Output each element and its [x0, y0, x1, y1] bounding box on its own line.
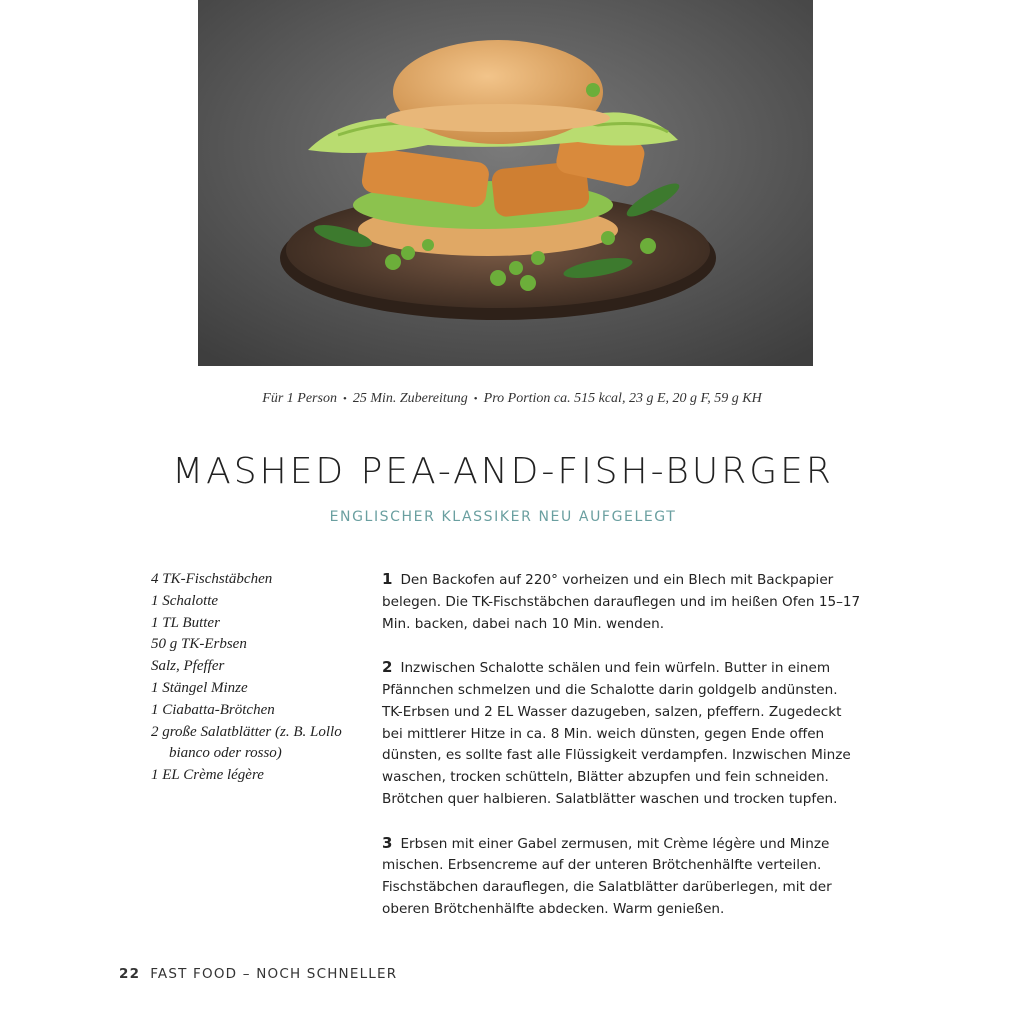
step-number: 3: [382, 833, 393, 852]
ingredient-item: 50 g TK-Erbsen: [151, 636, 247, 653]
meta-separator: •: [473, 393, 478, 405]
step-2: [382, 657, 862, 811]
nutrition: Pro Portion ca. 515 kcal, 23 g E, 20 g F, 59 g KH: [483, 391, 762, 406]
ingredient-item: 1 TL Butter: [151, 614, 220, 631]
recipe-photo: [198, 0, 813, 366]
step-text: Erbsen mit einer Gabel zermusen, mit Crème légère und Minze mischen. Erbsencreme auf der unteren Brötchenhälfte verteilen. Fischstäbchen darauflegen, die Salatblätter darüberlegen, mit der oberen Brötchenhälfte abdecken. Warm genießen.: [382, 835, 832, 917]
step-text: Den Backofen auf 220° vorheizen und ein Blech mit Backpapier belegen. Die TK-Fischstäbchen darauflegen und im heißen Ofen 15–17 Min. backen, dabei nach 10 Min. wenden.: [382, 572, 861, 632]
ingredient-item: 2 große Salatblätter (z. B. Lollo bianco oder rosso): [151, 723, 342, 762]
step-3: [382, 833, 862, 921]
ingredient-item: 4 TK-Fischstäbchen: [151, 571, 273, 587]
step-1: [382, 569, 862, 635]
ingredient-item: Salz, Pfeffer: [151, 658, 225, 675]
servings: Für 1 Person: [262, 391, 337, 406]
step-number: 2: [382, 658, 393, 677]
ingredient-list: [151, 569, 366, 787]
ingredient-item: 1 Schalotte: [151, 592, 219, 609]
ingredient-item: 1 EL Crème légère: [151, 767, 264, 784]
ingredient-item: 1 Ciabatta-Brötchen: [151, 701, 275, 718]
step-number: 1: [382, 570, 393, 588]
recipe-meta: [0, 391, 1024, 407]
instruction-steps: [382, 569, 862, 943]
burger-illustration: [198, 0, 813, 366]
meta-separator: •: [342, 393, 347, 405]
recipe-title: MASHED PEA-AND-FISH-BURGER: [172, 451, 834, 492]
section-title: FAST FOOD – NOCH SCHNELLER: [150, 966, 398, 982]
page-number: 22: [119, 966, 141, 982]
recipe-subtitle: ENGLISCHER KLASSIKER NEU AUFGELEGT: [329, 509, 677, 525]
page-footer: [119, 966, 397, 982]
step-text: Inzwischen Schalotte schälen und fein würfeln. Butter in einem Pfännchen schmelzen und die Schalotte darin goldgelb andünsten. TK-Erbsen und 2 EL Wasser dazugeben, salzen, pfeffern. Zugedeckt bei mittlerer Hitze in ca. 8 Min. weich dünsten, gegen Ende offen dünsten, es sollte fast alle Flüssigkeit verdampfen. Inzwischen Minze waschen, trocken schütteln, Blätter abzupfen und fein schneiden. Brötchen quer halbieren. Salatblätter waschen und trocken tupfen.: [382, 660, 851, 807]
prep-time: 25 Min. Zubereitung: [352, 391, 468, 406]
ingredient-item: 1 Stängel Minze: [151, 679, 248, 696]
